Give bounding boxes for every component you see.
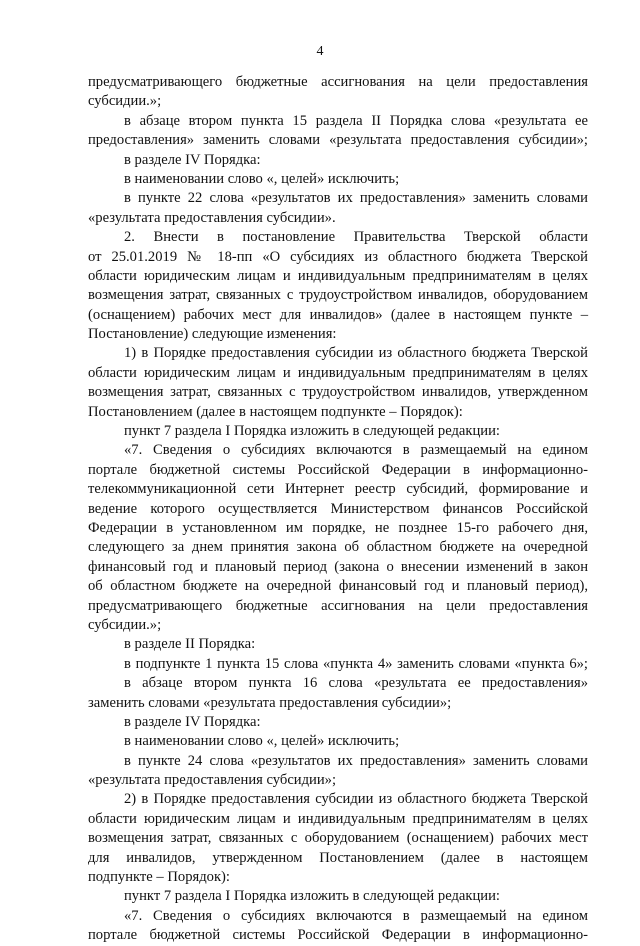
text-line: от 25.01.2019 № 18-пп «О субсидиях из областного бюджета Тверской (88, 248, 588, 265)
text-line: в разделе IV Порядка: (124, 151, 261, 168)
text-line: подпункте – Порядок): (88, 869, 230, 886)
text-line: субсидии.»; (88, 93, 162, 110)
text-line: области юридическим лицам и индивидуальным предпринимателям в целях (88, 267, 588, 284)
text-line: финансовый год и плановый период (закона о внесении изменений в закон (88, 558, 588, 575)
text-line: «7. Сведения о субсидиях включаются в размещаемый на едином (124, 907, 588, 924)
text-line: возмещения затрат, связанных с трудоустройством инвалидов, утвержденном (88, 384, 588, 401)
text-line: предусматривающего бюджетные ассигнования на цели предоставления (88, 597, 588, 614)
text-line: пункт 7 раздела I Порядка изложить в следующей редакции: (124, 888, 500, 905)
text-line: в абзаце втором пункта 16 слова «результата ее предоставления» (124, 675, 588, 692)
text-line: Федерации в установленном им порядке, не позднее 15-го рабочего дня, (88, 519, 588, 536)
text-line: возмещения затрат, связанных с трудоустройством инвалидов, оборудованием (88, 287, 588, 304)
text-line: предоставления» заменить словами «результата предоставления субсидии»; (88, 132, 588, 149)
text-line: области юридическим лицам и индивидуальным предпринимателям в целях (88, 810, 588, 827)
document-body (88, 73, 588, 946)
text-line: в разделе IV Порядка: (124, 713, 261, 730)
text-line: в пункте 24 слова «результатов их предоставления» заменить словами (124, 752, 588, 769)
text-line: (оснащением) рабочих мест для инвалидов» (далее в настоящем пункте – (88, 306, 588, 323)
text-line: для инвалидов, утвержденном Постановлением (далее в настоящем (88, 849, 588, 866)
text-line: Постановлением (далее в настоящем подпункте – Порядок): (88, 403, 463, 420)
text-line: 2. Внести в постановление Правительства Тверской области (124, 229, 588, 246)
text-line: Постановление) следующие изменения: (88, 326, 337, 343)
text-line: об областном бюджете на очередной финансовый год и плановый период), (88, 578, 588, 595)
text-line: 1) в Порядке предоставления субсидии из областного бюджета Тверской (124, 345, 588, 362)
page-number: 4 (316, 44, 324, 59)
text-line: «результата предоставления субсидии». (88, 209, 336, 226)
text-line: ведение которого осуществляется Министерством финансов Российской (88, 500, 588, 517)
text-line: предусматривающего бюджетные ассигнования на цели предоставления (88, 74, 588, 90)
text-line: следующего за днем принятия закона об областном бюджете на очередной (88, 539, 588, 556)
text-line: субсидии.»; (88, 616, 162, 633)
text-line: пункт 7 раздела I Порядка изложить в следующей редакции: (124, 423, 500, 440)
text-line: в наименовании слово «, целей» исключить; (124, 733, 400, 750)
text-line: заменить словами «результата предоставления субсидии»; (88, 694, 452, 711)
text-line: в пункте 22 слова «результатов их предоставления» заменить словами (124, 190, 588, 207)
text-line: в подпункте 1 пункта 15 слова «пункта 4» заменить словами «пункта 6»; (124, 655, 588, 672)
text-line: возмещения затрат, связанных с оборудованием (оснащением) рабочих мест (88, 830, 588, 847)
text-line: телекоммуникационной сети Интернет реестр субсидий, формирование и (88, 481, 588, 498)
text-line: области юридическим лицам и индивидуальным предпринимателям в целях (88, 364, 588, 381)
text-line: портале бюджетной системы Российской Федерации в информационно- (88, 461, 588, 478)
text-line: в наименовании слово «, целей» исключить; (124, 170, 400, 187)
text-line: 2) в Порядке предоставления субсидии из областного бюджета Тверской (124, 791, 588, 808)
text-line: портале бюджетной системы Российской Федерации в информационно- (88, 927, 588, 944)
text-line: «результата предоставления субсидии»; (88, 772, 337, 789)
text-line: в разделе II Порядка: (124, 636, 256, 653)
text-line: в абзаце втором пункта 15 раздела II Порядка слова «результата ее (124, 112, 588, 129)
text-line: «7. Сведения о субсидиях включаются в размещаемый на едином (124, 442, 588, 459)
